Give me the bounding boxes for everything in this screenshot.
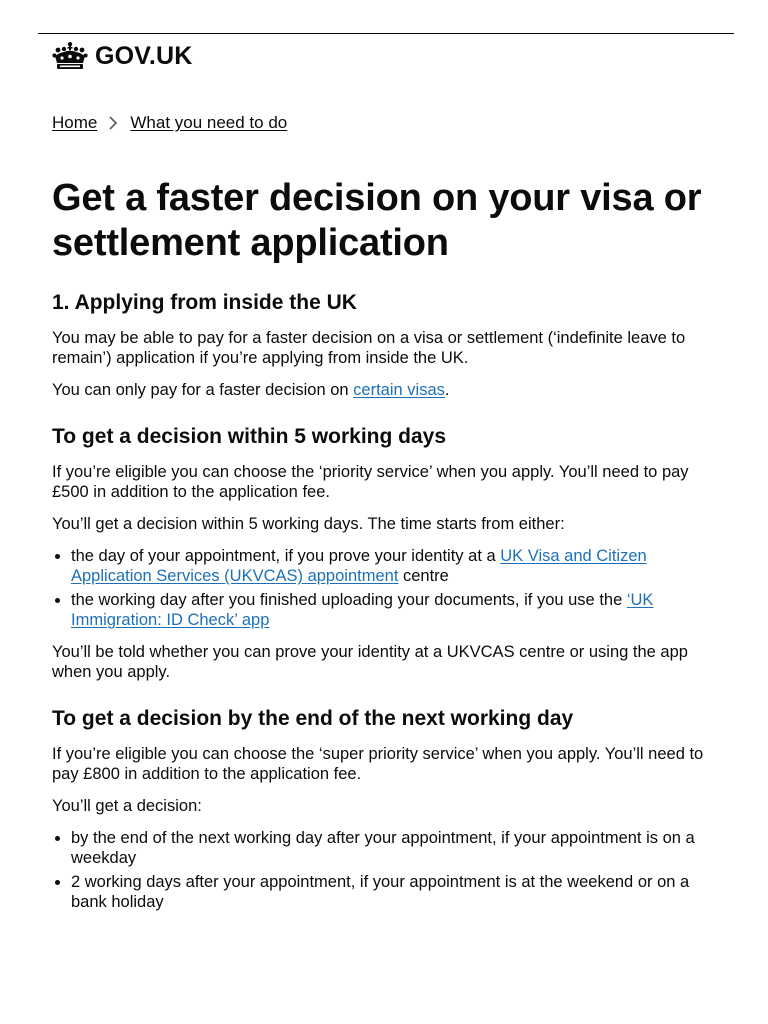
text-fragment: You can only pay for a faster decision on — [52, 381, 354, 399]
heading-priority-service: To get a decision within 5 working days — [52, 425, 447, 448]
logo-text: GOV.UK — [95, 41, 193, 70]
priority-options-list — [52, 546, 722, 630]
id-check-app-link[interactable]: ‘UK Immigration: ID Check’ app — [71, 591, 654, 629]
ukvcas-appointment-link[interactable]: UK Visa and Citizen Application Services (UKVCAS) appointment — [71, 547, 647, 585]
breadcrumb-what-you-need-to-do[interactable]: What you need to do — [130, 113, 288, 132]
text-fragment: . — [444, 381, 450, 399]
breadcrumb-home[interactable]: Home — [52, 113, 98, 132]
crown-icon — [52, 41, 88, 71]
main-content — [52, 176, 722, 924]
section-heading-applying-inside-uk: 1. Applying from inside the UK — [52, 291, 357, 314]
list-item: • by the end of the next working day after your appointment, if your appointment is on a weekday — [71, 828, 722, 868]
list-item: • 2 working days after your appointment, if your appointment is at the weekend or on a bank holiday — [71, 872, 722, 912]
text-fragment: the day of your appointment, if you prove your identity at a — [71, 547, 501, 565]
heading-super-priority-service: To get a decision by the end of the next working day — [52, 707, 574, 730]
govuk-logo-link[interactable] — [52, 40, 193, 72]
breadcrumb — [52, 113, 287, 133]
list-item — [71, 546, 722, 586]
paragraph-told-when-apply: You’ll be told whether you can prove your identity at a UKVCAS centre or using the app when you apply. — [52, 643, 688, 681]
paragraph-super-priority-decision: You’ll get a decision: — [52, 797, 202, 815]
text-fragment: the working day after you finished uploading your documents, if you use the — [71, 591, 627, 609]
text-fragment: centre — [398, 567, 449, 585]
list-item — [71, 590, 722, 630]
certain-visas-link[interactable]: certain visas — [353, 381, 445, 399]
chevron-right-icon — [108, 116, 118, 130]
paragraph-certain-visas — [52, 380, 722, 400]
paragraph-super-priority-fee: If you’re eligible you can choose the ‘super priority service’ when you apply. You’ll need to pay £800 in addition to the application fee. — [52, 745, 704, 783]
paragraph-priority-fee: If you’re eligible you can choose the ‘priority service’ when you apply. You’ll need to pay £500 in addition to the application fee. — [52, 463, 689, 501]
header-top-rule — [38, 33, 734, 34]
page-title: Get a faster decision on your visa or settlement application — [52, 177, 702, 264]
super-priority-options-list — [52, 828, 722, 912]
paragraph-intro: You may be able to pay for a faster decision on a visa or settlement (‘indefinite leave to remain’) application if you’re applying from inside the UK. — [52, 329, 686, 367]
paragraph-priority-timing: You’ll get a decision within 5 working days. The time starts from either: — [52, 515, 565, 533]
